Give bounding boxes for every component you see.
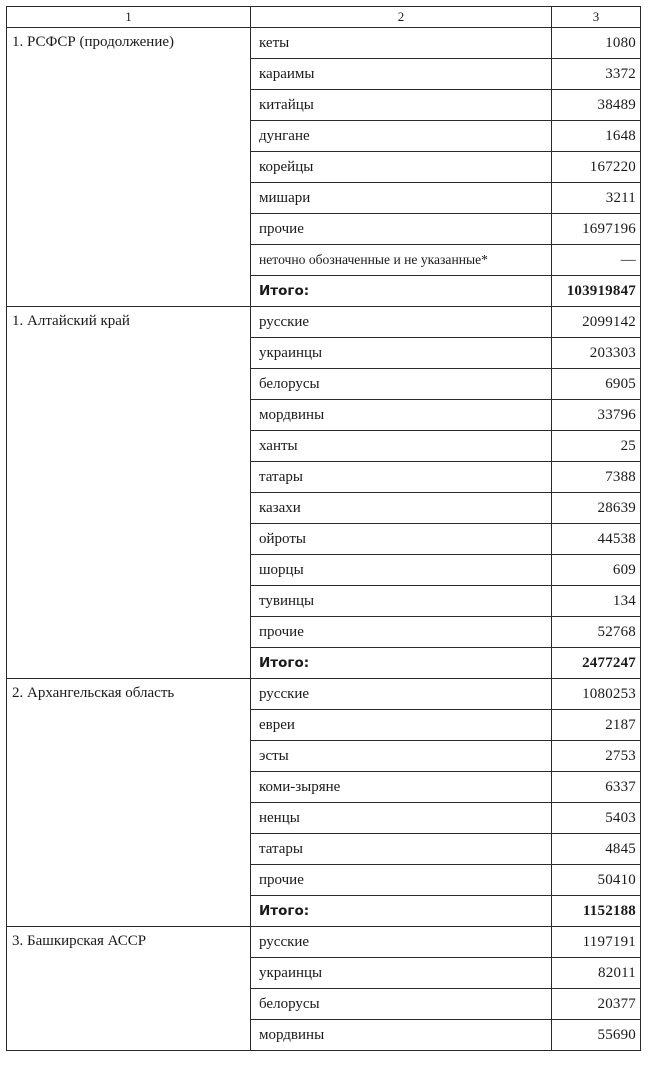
population-value: 4845 bbox=[552, 834, 641, 865]
total-value: 1152188 bbox=[552, 896, 641, 927]
nationality-name: русские bbox=[251, 307, 552, 338]
population-value: 2099142 bbox=[552, 307, 641, 338]
column-number-2: 2 bbox=[251, 7, 552, 28]
population-value: 1197191 bbox=[552, 927, 641, 958]
population-value: 1697196 bbox=[552, 214, 641, 245]
population-value: 44538 bbox=[552, 524, 641, 555]
header-row bbox=[7, 7, 641, 28]
nationality-name: кеты bbox=[251, 28, 552, 59]
population-value: 203303 bbox=[552, 338, 641, 369]
nationality-name: тувинцы bbox=[251, 586, 552, 617]
nationality-name: мишари bbox=[251, 183, 552, 214]
population-value: 609 bbox=[552, 555, 641, 586]
nationality-name: казахи bbox=[251, 493, 552, 524]
nationality-name: ойроты bbox=[251, 524, 552, 555]
population-value: 2753 bbox=[552, 741, 641, 772]
region-name: 1. Алтайский край bbox=[7, 307, 251, 679]
population-value: 50410 bbox=[552, 865, 641, 896]
nationality-name: китайцы bbox=[251, 90, 552, 121]
population-value: 25 bbox=[552, 431, 641, 462]
population-value: 6905 bbox=[552, 369, 641, 400]
total-value: 2477247 bbox=[552, 648, 641, 679]
column-number-3: 3 bbox=[552, 7, 641, 28]
table-row bbox=[7, 927, 641, 958]
nationality-name: мордвины bbox=[251, 1020, 552, 1051]
total-label: Итого: bbox=[251, 896, 552, 927]
census-table bbox=[6, 6, 641, 1051]
nationality-name: евреи bbox=[251, 710, 552, 741]
nationality-name: татары bbox=[251, 462, 552, 493]
population-value: 7388 bbox=[552, 462, 641, 493]
total-value: 103919847 bbox=[552, 276, 641, 307]
total-label: Итого: bbox=[251, 276, 552, 307]
population-value: 1080 bbox=[552, 28, 641, 59]
nationality-name: мордвины bbox=[251, 400, 552, 431]
nationality-name: неточно обозначенные и не указанные* bbox=[251, 245, 552, 276]
population-value: 2187 bbox=[552, 710, 641, 741]
nationality-name: прочие bbox=[251, 617, 552, 648]
nationality-name: шорцы bbox=[251, 555, 552, 586]
population-value: 28639 bbox=[552, 493, 641, 524]
nationality-name: караимы bbox=[251, 59, 552, 90]
nationality-name: коми-зыряне bbox=[251, 772, 552, 803]
region-name: 1. РСФСР (продолжение) bbox=[7, 28, 251, 307]
nationality-name: корейцы bbox=[251, 152, 552, 183]
table-row bbox=[7, 307, 641, 338]
population-value: 33796 bbox=[552, 400, 641, 431]
nationality-name: ханты bbox=[251, 431, 552, 462]
table-row bbox=[7, 28, 641, 59]
nationality-name: белорусы bbox=[251, 369, 552, 400]
population-value: 1648 bbox=[552, 121, 641, 152]
nationality-name: прочие bbox=[251, 865, 552, 896]
nationality-name: белорусы bbox=[251, 989, 552, 1020]
population-value: 134 bbox=[552, 586, 641, 617]
total-label: Итого: bbox=[251, 648, 552, 679]
table-body bbox=[7, 28, 641, 1051]
table-header bbox=[7, 7, 641, 28]
population-value: 6337 bbox=[552, 772, 641, 803]
nationality-name: дунгане bbox=[251, 121, 552, 152]
nationality-name: эсты bbox=[251, 741, 552, 772]
population-value: 82011 bbox=[552, 958, 641, 989]
population-value: 3372 bbox=[552, 59, 641, 90]
nationality-name: русские bbox=[251, 927, 552, 958]
region-name: 3. Башкирская АССР bbox=[7, 927, 251, 1051]
nationality-name: русские bbox=[251, 679, 552, 710]
region-name: 2. Архангельская область bbox=[7, 679, 251, 927]
population-value: 55690 bbox=[552, 1020, 641, 1051]
nationality-name: ненцы bbox=[251, 803, 552, 834]
population-value: 3211 bbox=[552, 183, 641, 214]
population-value: 20377 bbox=[552, 989, 641, 1020]
population-value: 5403 bbox=[552, 803, 641, 834]
nationality-name: татары bbox=[251, 834, 552, 865]
population-value: 167220 bbox=[552, 152, 641, 183]
nationality-name: украинцы bbox=[251, 338, 552, 369]
population-value: — bbox=[552, 245, 641, 276]
population-value: 38489 bbox=[552, 90, 641, 121]
nationality-name: украинцы bbox=[251, 958, 552, 989]
population-value: 52768 bbox=[552, 617, 641, 648]
nationality-name: прочие bbox=[251, 214, 552, 245]
population-value: 1080253 bbox=[552, 679, 641, 710]
table-row bbox=[7, 679, 641, 710]
column-number-1: 1 bbox=[7, 7, 251, 28]
